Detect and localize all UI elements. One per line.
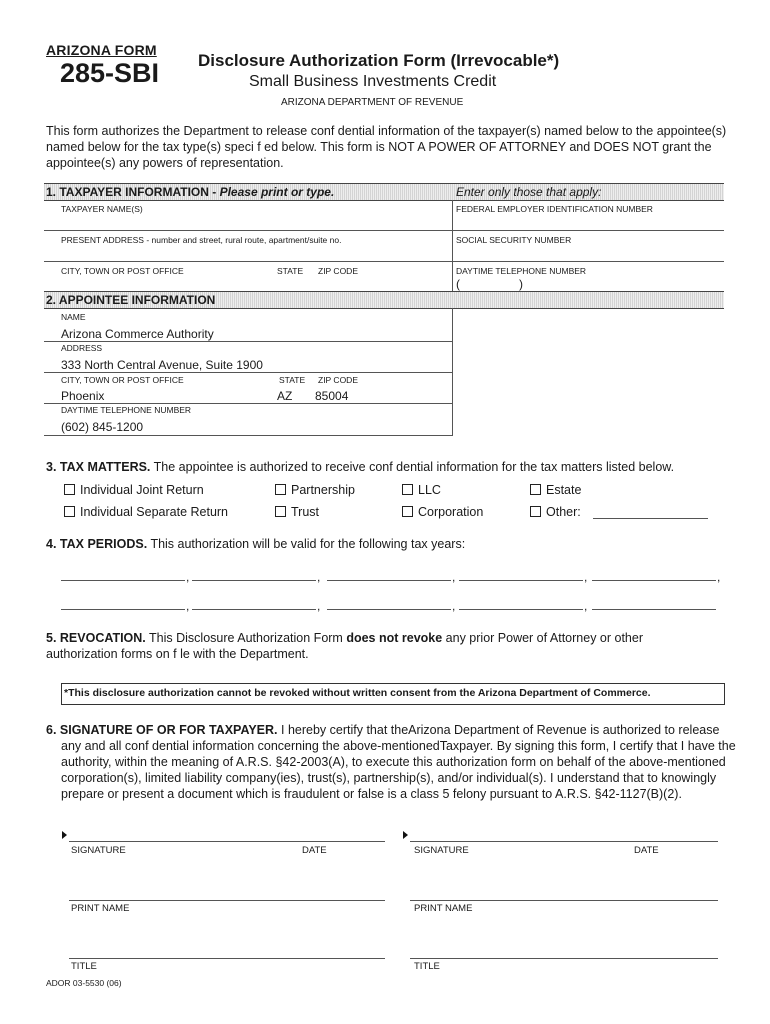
date-label-2: DATE <box>634 845 659 856</box>
taxpayer-state-label: STATE <box>277 266 304 276</box>
phone-paren-open: ( <box>456 277 460 291</box>
form-number: 285-SBI <box>60 58 160 88</box>
tax-year-input[interactable] <box>61 609 185 610</box>
page-subtitle: Small Business Investments Credit <box>249 73 497 90</box>
tax-year-input[interactable] <box>459 609 583 610</box>
tax-periods-heading: 4. TAX PERIODS. This authorization will be valid for the following tax years: <box>46 537 466 551</box>
appointee-zip-value[interactable]: 85004 <box>315 389 349 403</box>
tax-year-separator: , <box>584 599 588 613</box>
tax-year-input[interactable] <box>192 580 316 581</box>
taxpayer-phone-field[interactable] <box>463 277 517 291</box>
checkbox-corporation[interactable]: Corporation <box>402 505 483 519</box>
divider <box>44 230 724 231</box>
taxpayer-phone-label: DAYTIME TELEPHONE NUMBER <box>456 266 587 276</box>
tax-year-separator: , <box>717 570 721 584</box>
appointee-city-value[interactable]: Phoenix <box>61 389 105 403</box>
appointee-phone-value[interactable]: (602) 845-1200 <box>61 420 144 434</box>
checkbox-individual-separate[interactable]: Individual Separate Return <box>64 505 228 519</box>
checkbox-llc[interactable]: LLC <box>402 483 441 497</box>
page-title: Disclosure Authorization Form (Irrevocable*) <box>198 51 560 70</box>
section2-border-bottom <box>44 435 453 436</box>
tax-year-separator: , <box>452 599 456 613</box>
section2-header <box>44 291 724 309</box>
divider <box>44 403 452 404</box>
checkbox-box[interactable] <box>530 484 541 495</box>
section1-divider <box>452 200 453 291</box>
title-line-2[interactable] <box>410 958 718 959</box>
taxpayer-zip-label: ZIP CODE <box>318 266 358 276</box>
tax-matters-heading: 3. TAX MATTERS. The appointee is authorized to receive conf dential information for the tax matters listed below. <box>46 460 675 474</box>
date-label-1: DATE <box>302 845 327 856</box>
appointee-name-label: NAME <box>61 312 86 322</box>
print-name-label-1: PRINT NAME <box>71 903 130 914</box>
tax-year-separator: , <box>186 599 190 613</box>
section1-header <box>44 183 724 201</box>
tax-year-separator: , <box>584 570 588 584</box>
signature-paragraph: 6. SIGNATURE OF OR FOR TAXPAYER. I hereby certify that theArizona Department of Revenue is authorized to release any and all conf dential information concerning the above-mentionedTaxpayer. By signing this form, I certify that I have the authority, within the meaning of A.R.S. §42-2003(A), to execute this authorization form on behalf of the above-mentioned corporation(s), limited liability company(ies), trust(s), partnership(s), and/or individual(s). I understand that to knowingly prepare or present a document which is fraudulent or false is a class 5 felony pursuant to A.R.S. §42-1127(B)(2). <box>46 723 736 801</box>
checkbox-other[interactable]: Other: <box>530 505 581 519</box>
title-line-1[interactable] <box>69 958 385 959</box>
section1-note: Enter only those that apply: <box>456 185 602 199</box>
other-input[interactable] <box>593 518 708 519</box>
appointee-state-value[interactable]: AZ <box>277 389 293 403</box>
print-name-line-2[interactable] <box>410 900 718 901</box>
taxpayer-name-label: TAXPAYER NAME(S) <box>61 204 143 214</box>
tax-year-input[interactable] <box>459 580 583 581</box>
taxpayer-city-field[interactable] <box>61 277 271 291</box>
ssn-label: SOCIAL SECURITY NUMBER <box>456 235 572 245</box>
intro-paragraph: This form authorizes the Department to release conf dential information of the taxpayer(s) named below to the appointee(s) named below for the tax type(s) speci f ed below. This form is NOT A POWER OF ATTORNEY and DOES NOT grant the appointee(s) any powers of representation. <box>46 124 727 170</box>
taxpayer-city-label: CITY, TOWN OR POST OFFICE <box>61 266 184 276</box>
print-name-label-2: PRINT NAME <box>414 903 473 914</box>
checkbox-partnership[interactable]: Partnership <box>275 483 355 497</box>
tax-year-input[interactable] <box>327 609 451 610</box>
revocation-notice: *This disclosure authorization cannot be revoked without written consent from the Arizona Department of Commerce. <box>61 683 725 705</box>
signature-line-2[interactable] <box>410 841 718 842</box>
appointee-city-label: CITY, TOWN OR POST OFFICE <box>61 375 184 385</box>
taxpayer-name-field[interactable] <box>61 215 449 229</box>
appointee-zip-label: ZIP CODE <box>318 375 358 385</box>
checkbox-box[interactable] <box>402 506 413 517</box>
checkbox-box[interactable] <box>64 484 75 495</box>
divider <box>44 372 452 373</box>
tax-year-input[interactable] <box>61 580 185 581</box>
appointee-name-value[interactable]: Arizona Commerce Authority <box>61 327 214 341</box>
appointee-address-value[interactable]: 333 North Central Avenue, Suite 1900 <box>61 358 263 372</box>
section2-border-right <box>452 308 453 435</box>
ssn-field[interactable] <box>456 246 722 260</box>
phone-paren-close: ) <box>519 277 523 291</box>
checkbox-individual-joint[interactable]: Individual Joint Return <box>64 483 204 497</box>
section1-title: 1. TAXPAYER INFORMATION - Please print or type. <box>46 185 335 199</box>
taxpayer-zip-field[interactable] <box>318 277 448 291</box>
tax-year-separator: , <box>452 570 456 584</box>
signature-label-2: SIGNATURE <box>414 845 469 856</box>
appointee-address-label: ADDRESS <box>61 343 103 353</box>
signature-label-1: SIGNATURE <box>71 845 126 856</box>
tax-year-separator: , <box>186 570 190 584</box>
sign-here-arrow-icon <box>62 831 67 839</box>
sign-here-arrow-icon <box>403 831 408 839</box>
tax-year-input[interactable] <box>592 580 716 581</box>
title-label-1: TITLE <box>71 961 97 972</box>
tax-year-separator: , <box>317 570 321 584</box>
tax-year-input[interactable] <box>192 609 316 610</box>
fein-label: FEDERAL EMPLOYER IDENTIFICATION NUMBER <box>456 204 653 214</box>
checkbox-estate[interactable]: Estate <box>530 483 581 497</box>
appointee-phone-label: DAYTIME TELEPHONE NUMBER <box>61 405 192 415</box>
taxpayer-address-label: PRESENT ADDRESS - number and street, rural route, apartment/suite no. <box>61 235 342 245</box>
checkbox-box[interactable] <box>275 484 286 495</box>
tax-year-input[interactable] <box>327 580 451 581</box>
checkbox-trust[interactable]: Trust <box>275 505 319 519</box>
form-label: ARIZONA FORM <box>46 42 157 58</box>
signature-line-1[interactable] <box>69 841 385 842</box>
tax-year-separator: , <box>317 599 321 613</box>
department-name: ARIZONA DEPARTMENT OF REVENUE <box>281 97 464 108</box>
revocation-paragraph: 5. REVOCATION. This Disclosure Authorization Form does not revoke any prior Power of Attorney or other authorization forms on f le with the Department. <box>46 631 643 661</box>
title-label-2: TITLE <box>414 961 440 972</box>
checkbox-box[interactable] <box>275 506 286 517</box>
checkbox-box[interactable] <box>64 506 75 517</box>
fein-field[interactable] <box>456 215 722 229</box>
divider <box>44 261 724 262</box>
print-name-line-1[interactable] <box>69 900 385 901</box>
section2-title: 2. APPOINTEE INFORMATION <box>46 293 216 307</box>
tax-year-input[interactable] <box>592 609 716 610</box>
divider <box>44 341 452 342</box>
taxpayer-state-field[interactable] <box>277 277 313 291</box>
checkbox-box[interactable] <box>402 484 413 495</box>
appointee-state-label: STATE <box>279 375 306 385</box>
checkbox-box[interactable] <box>530 506 541 517</box>
taxpayer-address-field[interactable] <box>61 246 449 260</box>
form-footer-code: ADOR 03-5530 (06) <box>46 978 122 988</box>
